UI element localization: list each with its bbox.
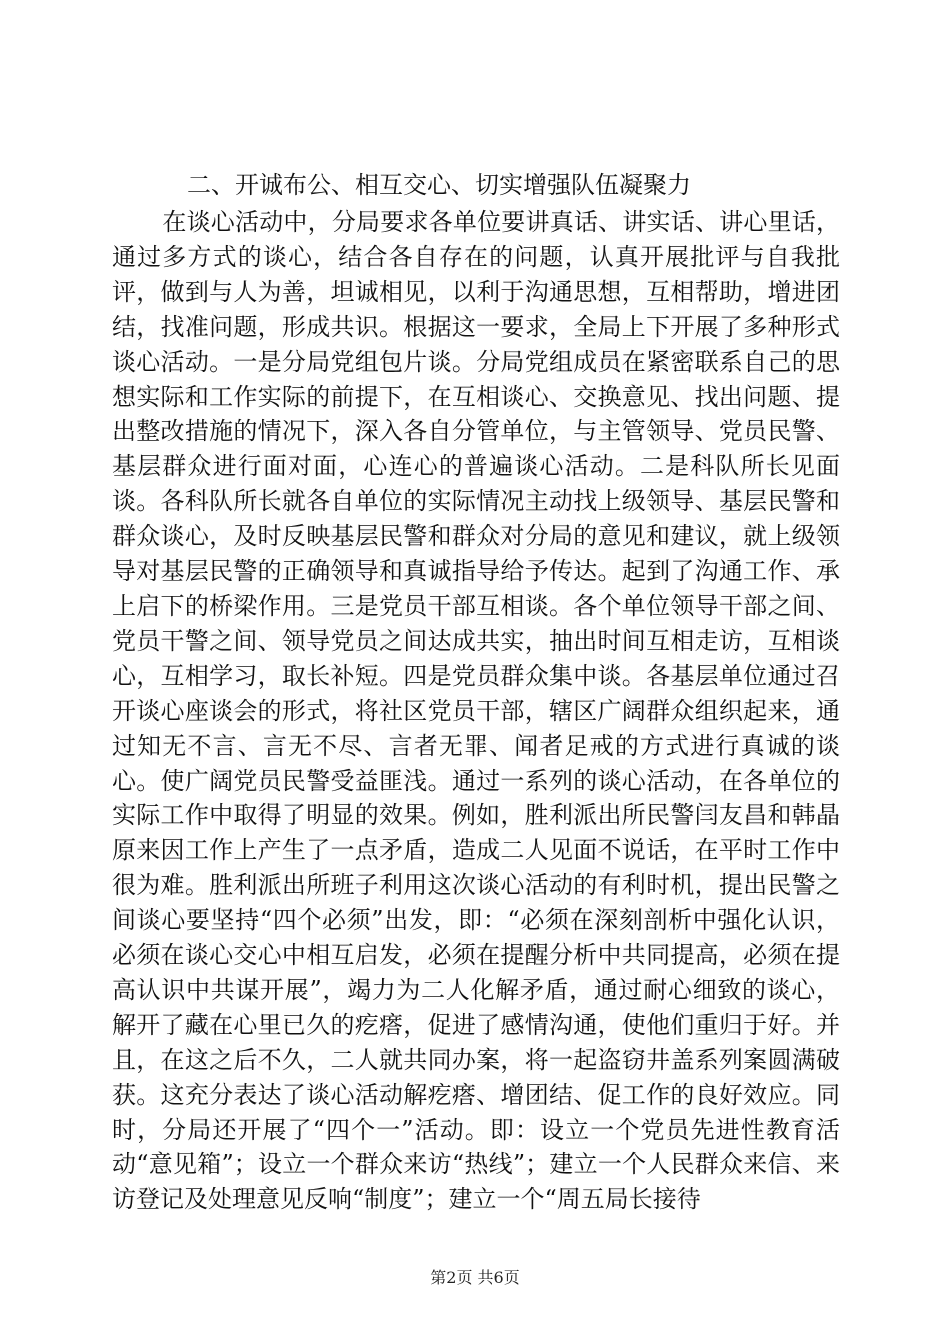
body-paragraph: 在谈心活动中，分局要求各单位要讲真话、讲实话、讲心里话，通过多方式的谈心，结合各自存在的问题，认真开展批评与自我批评，做到与人为善，坦诚相见，以利于沟通思想，互相帮助，增进团结，找准问题，形成共识。根据这一要求，全局上下开展了多种形式谈心活动。一是分局党组包片谈。分局党组成员在紧密联系自己的思想实际和工作实际的前提下，在互相谈心、交换意见、找出问题、提出整改措施的情况下，深入各自分管单位，与主管领导、党员民警、基层群众进行面对面，心连心的普遍谈心活动。二是科队所长见面谈。各科队所长就各自单位的实际情况主动找上级领导、基层民警和群众谈心，及时反映基层民警和群众对分局的意见和建议，就上级领导对基层民警的正确领导和真诚指导给予传达。起到了沟通工作、承上启下的桥梁作用。三是党员干部互相谈。各个单位领导干部之间、党员干警之间、领导党员之间达成共实，抽出时间互相走访，互相谈心，互相学习，取长补短。四是党员群众集中谈。各基层单位通过召开谈心座谈会的形式，将社区党员干部，辖区广阔群众组织起来，通过知无不言、言无不尽、言者无罪、闻者足戒的方式进行真诚的谈心。使广阔党员民警受益匪浅。通过一系列的谈心活动，在各单位的实际工作中取得了明显的效果。例如，胜利派出所民警闫友昌和韩晶原来因工作上产生了一点矛盾，造成二人见面不说话，在平时工作中很为难。胜利派出所班子利用这次谈心活动的有利时机，提出民警之间谈心要坚持“四个必须”出发，即：“必须在深刻剖析中强化认识，必须在谈心交心中相互启发，必须在提醒分析中共同提高，必须在提高认识中共谋开展”，竭力为二人化解矛盾，通过耐心细致的谈心，解开了藏在心里已久的疙瘩，促进了感情沟通，使他们重归于好。并且，在这之后不久，二人就共同办案，将一起盗窃井盖系列案圆满破获。这充分表达了谈心活动解疙瘩、增团结、促工作的良好效应。同时，分局还开展了“四个一”活动。即：设立一个党员先进性教育活动“意见箱”；设立一个群众来访“热线”；建立一个人民群众来信、来访登记及处理意见反响“制度”；建立一个“周五局长接待: [112, 208, 840, 1214]
section-heading: 二、开诚布公、相互交心、切实增强队伍凝聚力: [187, 171, 691, 199]
page-number-footer: 第2页 共6页: [430, 1268, 520, 1287]
